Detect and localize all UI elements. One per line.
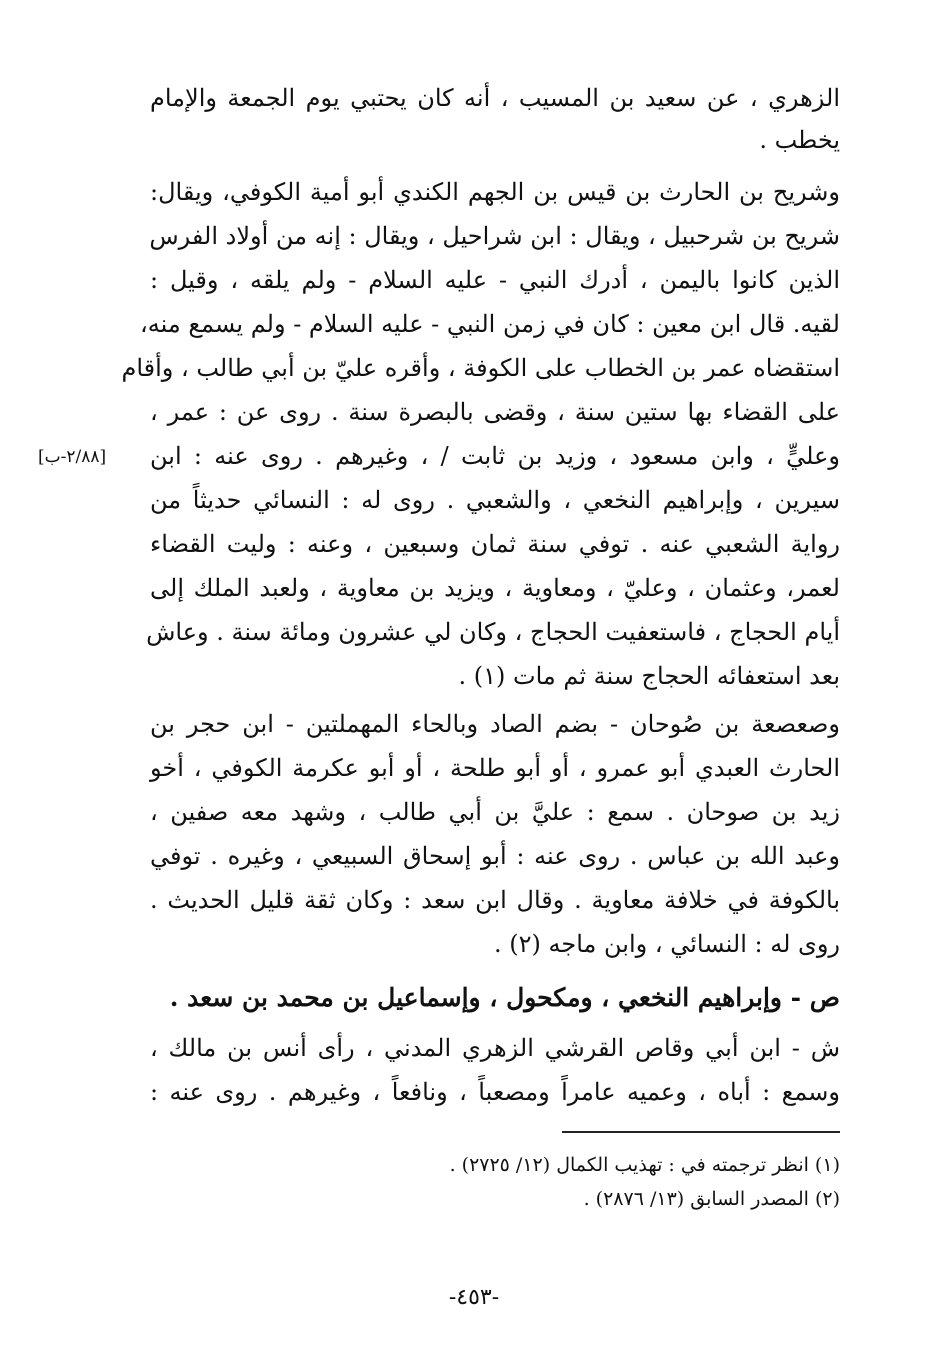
manuscript-folio-note: [٢/٨٨-ب] [38, 447, 107, 467]
page-number: -٤٥٣- [448, 1285, 500, 1310]
text-line: الذين كانوا باليمن ، أدرك النبي - عليه السلام - ولم يلقه ، وقيل : [150, 266, 840, 294]
footnote-1: (١) انظر ترجمته في : تهذيب الكمال (١٢/ ٢٧٢٥) . [449, 1154, 840, 1176]
text-line: وصعصعة بن صُوحان - بضم الصاد وبالحاء المهملتين - ابن حجر بن [150, 710, 841, 738]
text-line: سيرين ، وإبراهيم النخعي ، والشعبي . روى له : النسائي حديثاً من [150, 486, 840, 514]
text-line: روى له : النسائي ، وابن ماجه (٢) . [494, 930, 840, 958]
hadith-text-line: ص - وإبراهيم النخعي ، ومكحول ، وإسماعيل بن محمد بن سعد . [169, 983, 840, 1012]
text-line: الزهري ، عن سعيد بن المسيب ، أنه كان يحتبي يوم الجمعة والإمام [150, 84, 840, 112]
text-line: وشريح بن الحارث بن قيس بن الجهم الكندي أبو أمية الكوفي، ويقال: [150, 178, 840, 206]
text-line: وسمع : أباه ، وعميه عامراً ومصعباً ، ونافعاً ، وغيرهم . روى عنه : [150, 1078, 840, 1106]
text-line: على القضاء بها ستين سنة ، وقضى بالبصرة سنة . روى عن : عمر ، [150, 398, 840, 426]
paragraph-2 [121, 170, 840, 700]
text-line: زيد بن صوحان . سمع : عليَّ بن أبي طالب ، وشهد معه صفين ، [150, 798, 840, 826]
text-line: وعبد الله بن عباس . روى عنه : أبو إسحاق السبيعي ، وغيره . توفي [150, 842, 840, 870]
paragraph-1 [150, 76, 840, 166]
footnote-2: (٢) المصدر السابق (١٣/ ٢٨٧٦) . [583, 1188, 840, 1210]
text-line: وعليٍّ ، وابن مسعود ، وزيد بن ثابت / ، وغيرهم . روى عنه : ابن [150, 442, 840, 470]
text-line: بعد استعفائه الحجاج سنة ثم مات (١) . [458, 662, 840, 690]
text-line: يخطب . [759, 126, 840, 154]
text-line: بالكوفة في خلافة معاوية . وقال ابن سعد : وكان ثقة قليل الحديث . [150, 886, 840, 914]
text-line: استقضاه عمر بن الخطاب على الكوفة ، وأقره عليّ بن أبي طالب ، وأقام [121, 354, 840, 382]
text-line: شريح بن شرحبيل ، ويقال : ابن شراحيل ، ويقال : إنه من أولاد الفرس [149, 222, 840, 250]
text-line: الحارث العبدي أبو عمرو ، أو أبو طلحة ، أو أبو عكرمة الكوفي ، أخو [150, 754, 840, 782]
paragraph-4 [150, 1026, 840, 1116]
text-line: رواية الشعبي عنه . توفي سنة ثمان وسبعين ، وعنه : وليت القضاء [150, 530, 840, 558]
text-line: أيام الحجاج ، فاستعفيت الحجاج ، وكان لي عشرون ومائة سنة . وعاش [146, 618, 840, 646]
text-line: لعمر، وعثمان ، وعليّ ، ومعاوية ، ويزيد بن معاوية ، ولعبد الملك إلى [150, 574, 840, 602]
text-line: ش - ابن أبي وقاص القرشي الزهري المدني ، رأى أنس بن مالك ، [150, 1034, 840, 1062]
footnote-separator [562, 1131, 840, 1133]
text-line: لقيه. قال ابن معين : كان في زمن النبي - عليه السلام - ولم يسمع منه، [139, 310, 840, 338]
paragraph-3 [150, 702, 840, 972]
